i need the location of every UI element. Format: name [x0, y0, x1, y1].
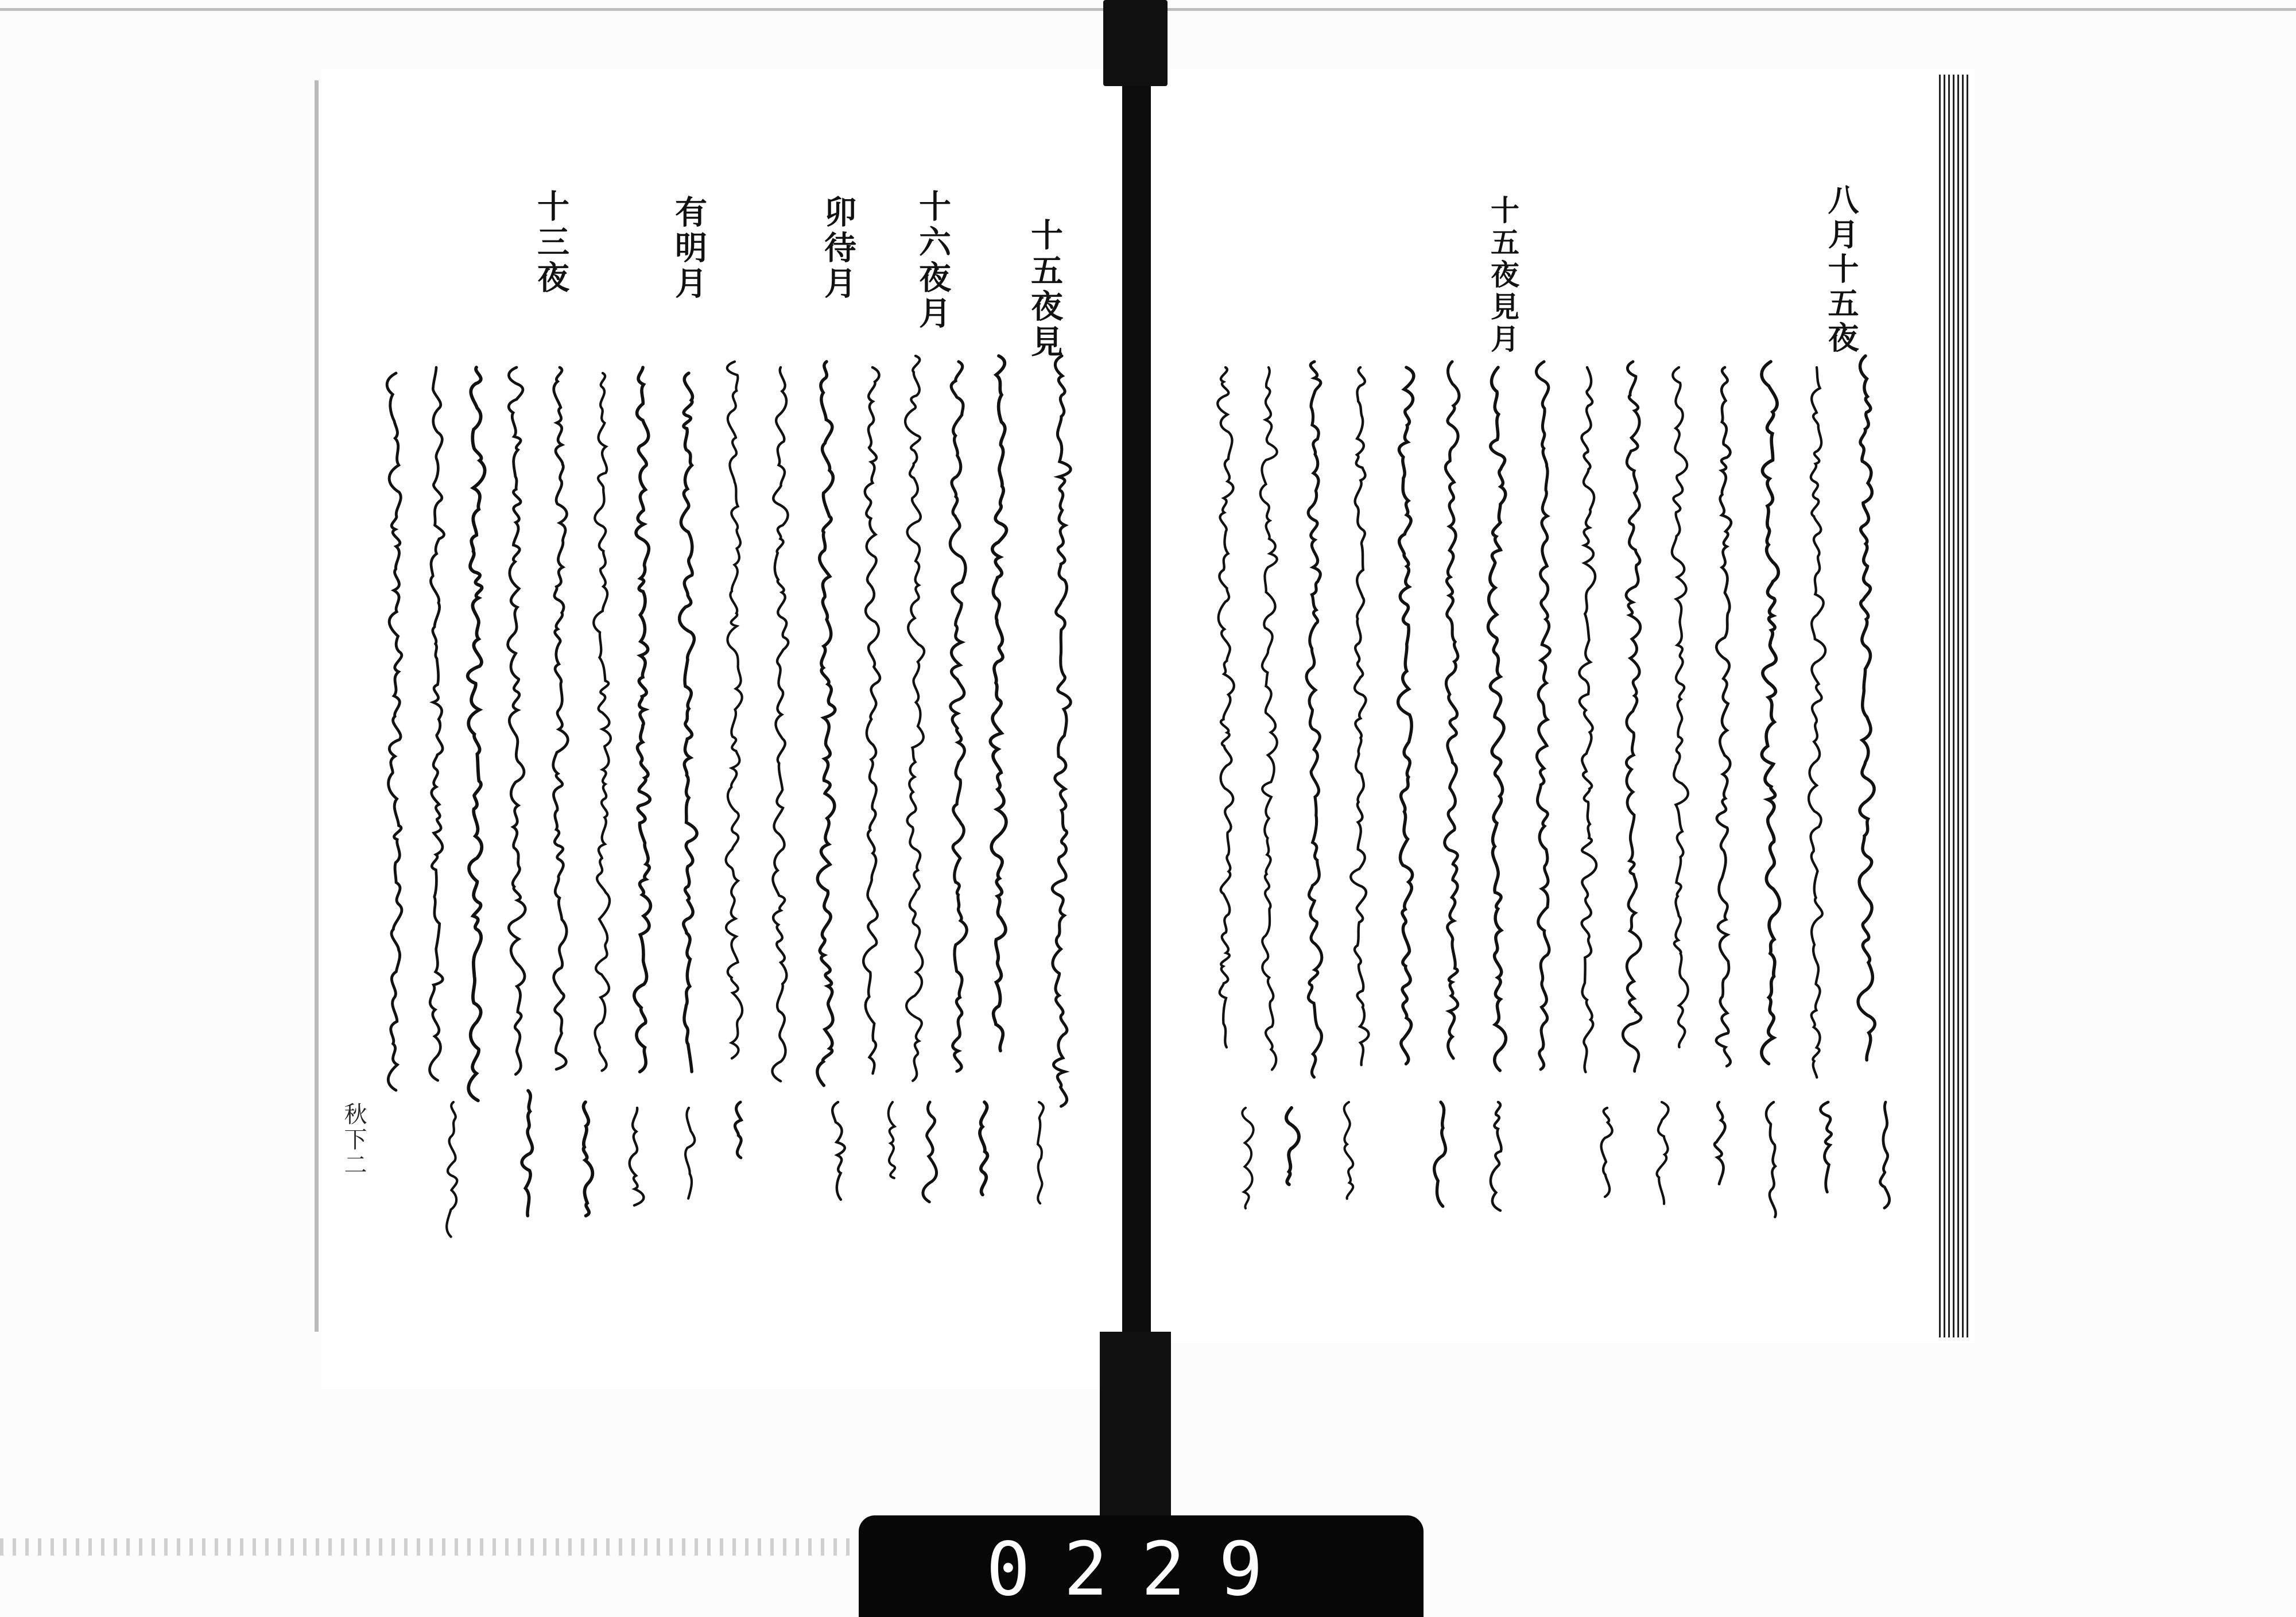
handwritten-column — [1716, 367, 1731, 1066]
author-name — [584, 1102, 593, 1216]
author-name — [1434, 1102, 1446, 1207]
handwritten-column — [1398, 367, 1414, 1064]
author-name — [630, 1108, 644, 1205]
handwritten-column — [1445, 362, 1459, 1058]
handwritten-column — [905, 356, 924, 1081]
author-name — [1242, 1108, 1253, 1208]
handwritten-column — [772, 367, 788, 1081]
handwritten-column — [387, 373, 402, 1090]
folio-label: 秋下二 — [340, 1102, 367, 1178]
frame-number: 0229 — [986, 1527, 1297, 1612]
author-name — [1766, 1102, 1776, 1217]
heading-izayoi: 十六夜月 — [914, 189, 952, 332]
handwritten-column — [1306, 362, 1322, 1077]
author-name — [1657, 1102, 1668, 1204]
handwritten-column — [680, 373, 697, 1072]
heading-hachigatsu: 八月十五夜 — [1823, 184, 1860, 356]
heading-jusanya: 十三夜 — [532, 189, 570, 296]
author-name — [1344, 1102, 1353, 1199]
author-name — [685, 1108, 695, 1199]
handwritten-column — [950, 362, 967, 1071]
heading-jugoya-right: 十五夜見月 — [1486, 195, 1520, 356]
handwritten-column — [863, 367, 880, 1073]
handwritten-column — [1052, 356, 1071, 1106]
handwritten-column — [1217, 367, 1234, 1048]
author-name — [832, 1102, 845, 1200]
handwritten-column — [1261, 367, 1277, 1070]
handwritten-column — [1536, 362, 1550, 1069]
author-name — [1715, 1102, 1725, 1184]
author-name — [447, 1102, 457, 1237]
author-name — [522, 1091, 532, 1216]
handwritten-column — [1623, 362, 1641, 1071]
author-name — [889, 1102, 895, 1178]
handwritten-column — [1858, 356, 1875, 1060]
author-name — [923, 1102, 937, 1202]
handwritten-column — [1762, 362, 1780, 1064]
handwritten-column — [817, 362, 835, 1085]
author-name — [735, 1102, 741, 1158]
handwritten-column — [553, 367, 568, 1069]
author-name — [1038, 1102, 1044, 1203]
heading-ariake: 有明月 — [670, 195, 708, 302]
handwritten-column — [429, 367, 444, 1080]
author-name — [1821, 1102, 1832, 1192]
handwritten-column — [1488, 367, 1506, 1071]
handwritten-column — [1351, 367, 1368, 1065]
author-name — [1491, 1102, 1502, 1211]
heading-machizuki: 卯待月 — [819, 195, 857, 302]
handwritten-column — [468, 367, 485, 1100]
handwritten-column — [990, 356, 1006, 1051]
handwritten-column — [508, 367, 525, 1075]
author-name — [980, 1102, 987, 1195]
handwritten-column — [726, 362, 742, 1058]
author-name — [1601, 1108, 1612, 1197]
handwritten-column — [634, 367, 651, 1072]
author-name — [1880, 1102, 1890, 1208]
author-name — [1286, 1108, 1299, 1185]
handwritten-column — [1579, 367, 1596, 1072]
handwritten-column — [594, 373, 611, 1071]
handwritten-column — [1672, 367, 1688, 1047]
handwritten-column — [1809, 367, 1825, 1077]
heading-jugoya-left: 十五夜見 — [1026, 218, 1064, 360]
